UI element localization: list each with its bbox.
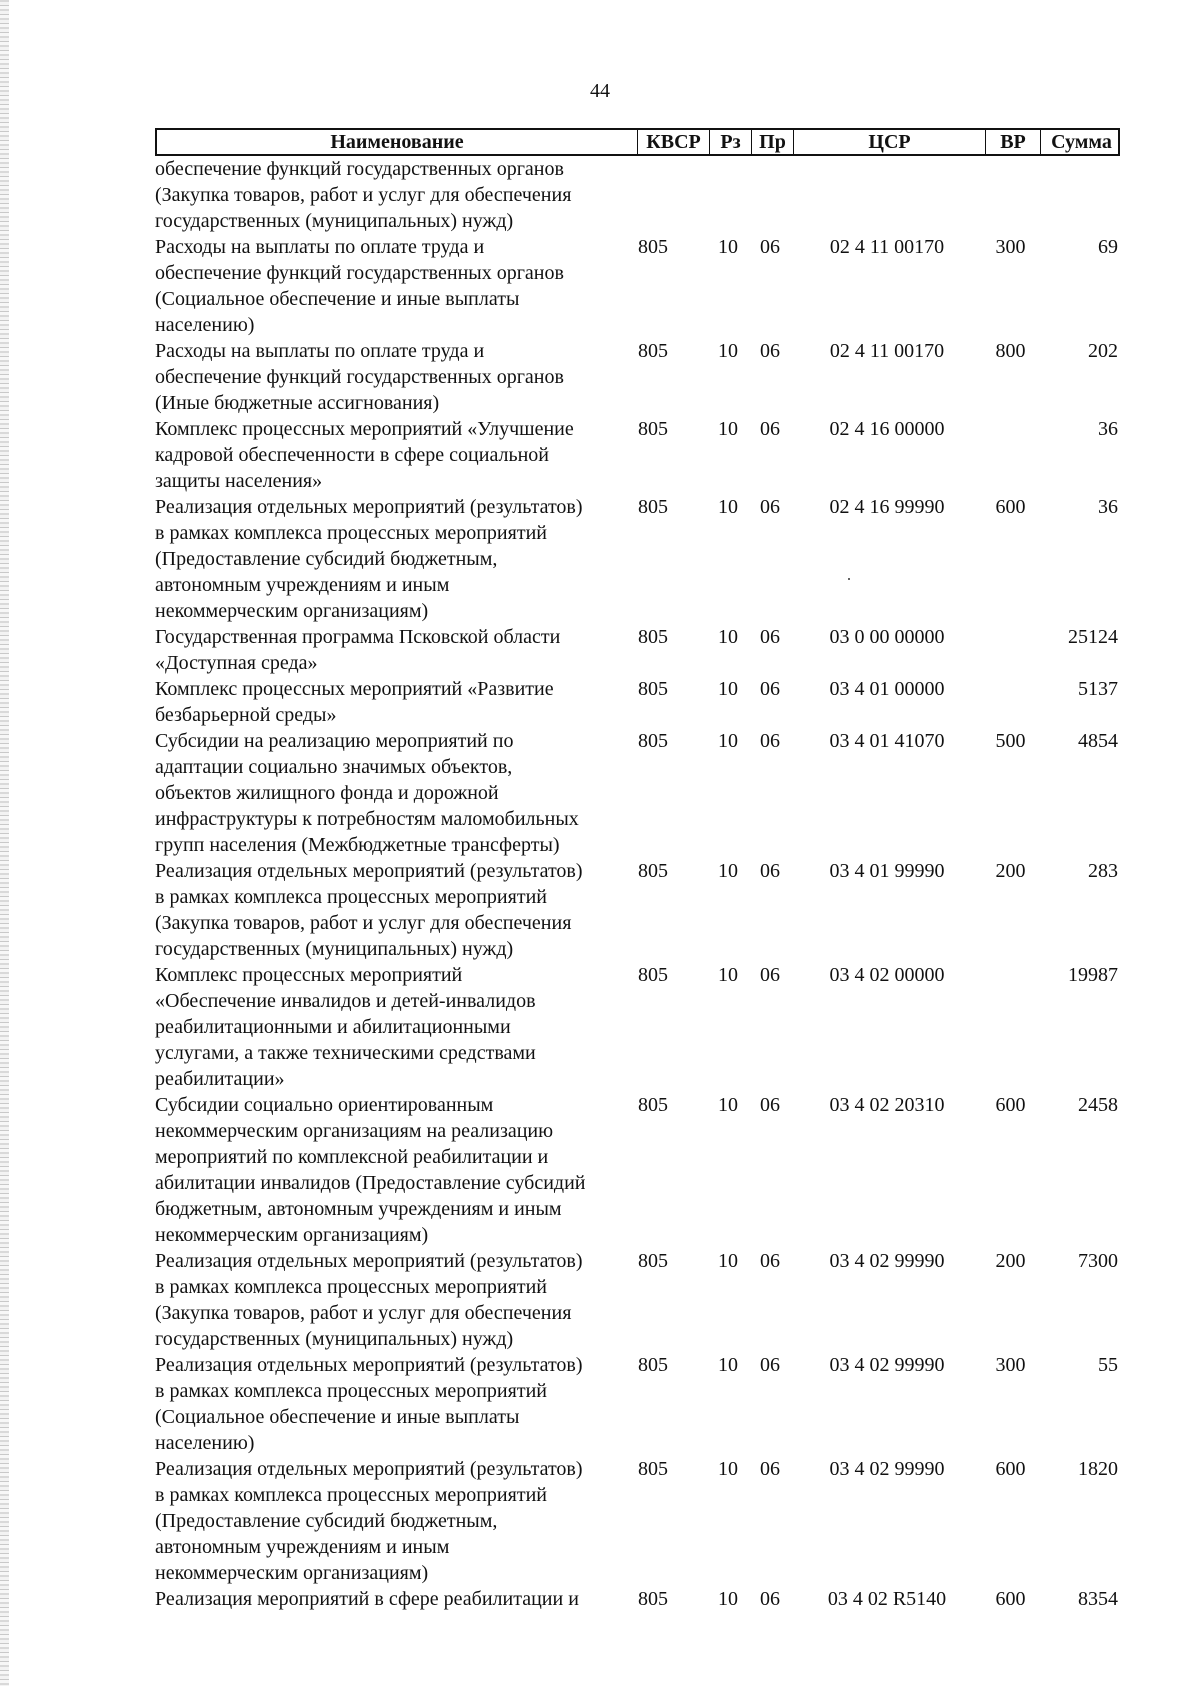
table-row — [155, 1092, 1120, 1248]
table-row — [155, 676, 1120, 728]
row-kvsr: 805 — [638, 730, 668, 752]
row-kvsr: 805 — [638, 626, 668, 648]
row-csr: 03 4 01 99990 — [829, 860, 945, 882]
table-row — [155, 1352, 1120, 1456]
row-kvsr: 805 — [638, 496, 668, 518]
row-rz: 10 — [718, 678, 738, 700]
row-csr: 02 4 11 00170 — [829, 236, 945, 258]
row-kvsr: 805 — [638, 1588, 668, 1610]
table-row — [155, 494, 1120, 624]
row-name: Комплекс процессных мероприятий «Улучшение кадровой обеспеченности в сфере социальной защиты населения» — [155, 418, 574, 492]
row-name: Расходы на выплаты по оплате труда и обеспечение функций государственных органов (Иные бюджетные ассигнования) — [155, 340, 564, 414]
row-pr — [749, 156, 791, 234]
row-sum: 4854 — [1078, 730, 1118, 752]
row-csr: 02 4 11 00170 — [829, 340, 945, 362]
row-sum: 36 — [1098, 418, 1118, 440]
row-vr: 200 — [995, 1250, 1026, 1272]
row-pr: 06 — [760, 1354, 780, 1376]
row-kvsr: 805 — [638, 1458, 668, 1480]
row-sum — [1038, 156, 1120, 234]
header-sum: Сумма — [1040, 130, 1122, 154]
row-kvsr: 805 — [638, 1354, 668, 1376]
row-csr: 03 4 02 99990 — [829, 1250, 945, 1272]
row-sum: 2458 — [1078, 1094, 1118, 1116]
row-pr: 06 — [760, 1250, 780, 1272]
row-pr: 06 — [760, 496, 780, 518]
row-kvsr: 805 — [638, 1094, 668, 1116]
row-csr: 03 4 02 99990 — [829, 1354, 945, 1376]
row-kvsr: 805 — [638, 964, 668, 986]
row-csr: 03 0 00 00000 — [829, 626, 945, 648]
row-pr: 06 — [760, 860, 780, 882]
row-name: обеспечение функций государственных органов (Закупка товаров, работ и услуг для обеспечения государственных (муниципальных) нужд) — [155, 158, 572, 232]
row-csr: 02 4 16 00000 — [829, 418, 945, 440]
row-name: Реализация отдельных мероприятий (результатов) в рамках комплекса процессных мероприятий (Предоставление субсидий бюджетным, автономным учреждениям и иным некоммерческим организациям) — [155, 496, 583, 622]
row-sum: 19987 — [1068, 964, 1118, 986]
row-csr — [791, 156, 983, 234]
row-kvsr: 805 — [638, 340, 668, 362]
table-row — [155, 1248, 1120, 1352]
row-kvsr: 805 — [638, 236, 668, 258]
row-csr: 03 4 02 00000 — [829, 964, 945, 986]
row-rz: 10 — [718, 236, 738, 258]
row-vr — [983, 676, 1038, 728]
header-kvsr: КВСР — [637, 130, 709, 154]
table-row — [155, 962, 1120, 1092]
row-csr: 03 4 02 20310 — [829, 1094, 945, 1116]
table-row — [155, 728, 1120, 858]
header-vr: ВР — [985, 130, 1040, 154]
table-header — [155, 128, 1120, 156]
row-vr: 800 — [995, 340, 1026, 362]
row-kvsr: 805 — [638, 678, 668, 700]
row-name: Реализация отдельных мероприятий (результатов) в рамках комплекса процессных мероприятий (Закупка товаров, работ и услуг для обеспечения государственных (муниципальных) нужд) — [155, 860, 583, 960]
row-vr: 200 — [995, 860, 1026, 882]
row-rz: 10 — [718, 1588, 738, 1610]
row-vr — [983, 624, 1038, 676]
row-vr: 300 — [995, 1354, 1026, 1376]
row-rz: 10 — [718, 730, 738, 752]
row-name: Субсидии социально ориентированным некоммерческим организациям на реализацию мероприятий по комплексной реабилитации и абилитации инвалидов (Предоставление субсидий бюджетным, автономным учреждениям и иным некоммерческим организациям) — [155, 1094, 586, 1246]
row-rz: 10 — [718, 1094, 738, 1116]
row-kvsr — [635, 156, 707, 234]
row-vr — [983, 156, 1038, 234]
row-sum: 5137 — [1078, 678, 1118, 700]
row-csr: 03 4 02 99990 — [829, 1458, 945, 1480]
row-vr: 600 — [995, 496, 1026, 518]
row-csr: 02 4 16 99990 — [829, 496, 945, 518]
row-rz: 10 — [718, 626, 738, 648]
row-name: Реализация отдельных мероприятий (результатов) в рамках комплекса процессных мероприятий (Закупка товаров, работ и услуг для обеспечения государственных (муниципальных) нужд) — [155, 1250, 583, 1350]
table-row — [155, 234, 1120, 338]
row-name: Реализация отдельных мероприятий (результатов) в рамках комплекса процессных мероприятий (Предоставление субсидий бюджетным, автономным учреждениям и иным некоммерческим организациям) — [155, 1458, 583, 1584]
row-vr: 500 — [995, 730, 1026, 752]
scan-edge — [0, 0, 9, 1686]
header-pr: Пр — [751, 130, 793, 154]
row-name: Реализация мероприятий в сфере реабилитации и — [155, 1588, 579, 1610]
table-row — [155, 624, 1120, 676]
row-rz: 10 — [718, 1250, 738, 1272]
row-rz: 10 — [718, 340, 738, 362]
row-name: Расходы на выплаты по оплате труда и обеспечение функций государственных органов (Социальное обеспечение и иные выплаты населению) — [155, 236, 564, 336]
row-name: Реализация отдельных мероприятий (результатов) в рамках комплекса процессных мероприятий (Социальное обеспечение и иные выплаты населению) — [155, 1354, 583, 1454]
row-sum: 202 — [1088, 340, 1118, 362]
row-rz: 10 — [718, 860, 738, 882]
row-sum: 25124 — [1068, 626, 1118, 648]
row-csr: 03 4 01 41070 — [829, 730, 945, 752]
row-pr: 06 — [760, 418, 780, 440]
row-rz — [707, 156, 749, 234]
row-pr: 06 — [760, 340, 780, 362]
row-pr: 06 — [760, 1458, 780, 1480]
row-name: Государственная программа Псковской области «Доступная среда» — [155, 626, 561, 674]
row-sum: 1820 — [1078, 1458, 1118, 1480]
page-number: 44 — [590, 80, 610, 102]
row-rz: 10 — [718, 1458, 738, 1480]
row-pr: 06 — [760, 626, 780, 648]
row-vr: 600 — [995, 1458, 1026, 1480]
row-sum: 283 — [1088, 860, 1118, 882]
row-pr: 06 — [760, 964, 780, 986]
table-body — [155, 156, 1120, 1612]
header-csr: ЦСР — [793, 130, 985, 154]
row-vr: 600 — [995, 1094, 1026, 1116]
row-vr — [983, 962, 1038, 1092]
row-pr: 06 — [760, 730, 780, 752]
header-rz: Рз — [709, 130, 751, 154]
row-sum: 36 — [1098, 496, 1118, 518]
table-row — [155, 338, 1120, 416]
header-name: Наименование — [330, 131, 464, 153]
row-pr: 06 — [760, 1588, 780, 1610]
row-rz: 10 — [718, 418, 738, 440]
table-row — [155, 1456, 1120, 1586]
row-vr — [983, 416, 1038, 494]
row-kvsr: 805 — [638, 1250, 668, 1272]
row-vr: 300 — [995, 236, 1026, 258]
row-sum: 8354 — [1078, 1588, 1118, 1610]
table-row — [155, 156, 1120, 234]
budget-table — [155, 128, 1120, 1612]
row-rz: 10 — [718, 496, 738, 518]
row-kvsr: 805 — [638, 860, 668, 882]
row-rz: 10 — [718, 1354, 738, 1376]
table-row — [155, 858, 1120, 962]
table-row — [155, 416, 1120, 494]
row-name: Субсидии на реализацию мероприятий по адаптации социально значимых объектов, объектов жилищного фонда и дорожной инфраструктуры к потребностям маломобильных групп населения (Межбюджетные трансферты) — [155, 730, 579, 856]
row-sum: 7300 — [1078, 1250, 1118, 1272]
row-vr: 600 — [995, 1588, 1026, 1610]
row-pr: 06 — [760, 236, 780, 258]
row-sum: 55 — [1098, 1354, 1118, 1376]
row-sum: 69 — [1098, 236, 1118, 258]
row-kvsr: 805 — [638, 418, 668, 440]
row-pr: 06 — [760, 1094, 780, 1116]
row-rz: 10 — [718, 964, 738, 986]
row-pr: 06 — [760, 678, 780, 700]
row-name: Комплекс процессных мероприятий «Обеспечение инвалидов и детей-инвалидов реабилитационными и абилитационными услугами, а также техническими средствами реабилитации» — [155, 964, 536, 1090]
table-row — [155, 1586, 1120, 1612]
row-csr: 03 4 01 00000 — [829, 678, 945, 700]
row-name: Комплекс процессных мероприятий «Развитие безбарьерной среды» — [155, 678, 554, 726]
row-csr: 03 4 02 R5140 — [827, 1588, 947, 1610]
